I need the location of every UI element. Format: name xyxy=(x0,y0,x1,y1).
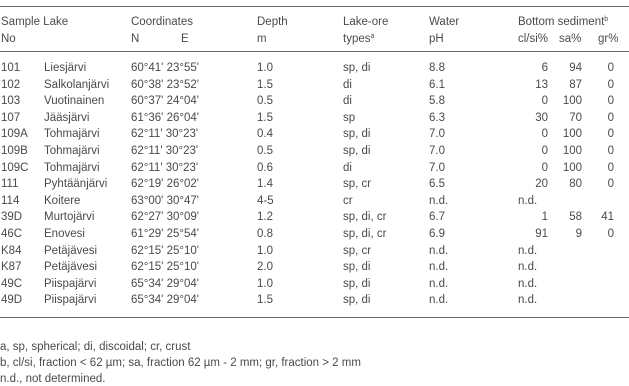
cell-depth: 0.5 xyxy=(257,95,273,107)
cell-gr: 0 xyxy=(607,162,614,174)
cell-water-ph: n.d. xyxy=(429,294,449,306)
cell-depth: 4-5 xyxy=(257,195,274,207)
cell-gr: 0 xyxy=(607,95,614,107)
header-no: No xyxy=(1,33,16,45)
cell-cl-si: 6 xyxy=(541,62,548,74)
cell-gr: 0 xyxy=(607,145,614,157)
cell-coordinates: 63°00' 30°47' xyxy=(131,195,199,207)
cell-water-ph: 6.3 xyxy=(429,112,445,124)
footnote-a: a, sp, spherical; di, discoidal; cr, crust xyxy=(0,341,191,353)
top-rule xyxy=(0,6,629,7)
cell-depth: 0.4 xyxy=(257,128,273,140)
cell-lake: Enovesi xyxy=(44,228,85,240)
header-bottom-sediment: Bottom sediment$^b$ xyxy=(518,16,609,28)
cell-water-ph: 7.0 xyxy=(429,128,445,140)
cell-water-ph: 5.8 xyxy=(429,95,445,107)
cell-water-ph: 7.0 xyxy=(429,145,445,157)
cell-lake: Tohmajärvi xyxy=(44,128,100,140)
cell-cl-si: n.d. xyxy=(518,195,538,207)
cell-depth: 1.0 xyxy=(257,278,273,290)
header-lake-ore: Lake-ore xyxy=(343,16,389,28)
cell-lake-ore-types: sp, cr xyxy=(343,178,372,190)
cell-gr: 0 xyxy=(607,128,614,140)
cell-cl-si: 0 xyxy=(541,145,548,157)
cell-depth: 1.2 xyxy=(257,211,273,223)
header-gr: gr% xyxy=(598,33,619,45)
cell-lake-ore-types: sp xyxy=(343,112,356,124)
cell-sample-no: 101 xyxy=(1,62,21,74)
header-ph: pH xyxy=(429,33,444,45)
cell-lake: Koitere xyxy=(44,195,81,207)
cell-cl-si: n.d. xyxy=(518,261,538,273)
cell-coordinates: 62°15' 25°10' xyxy=(131,261,199,273)
cell-cl-si: n.d. xyxy=(518,278,538,290)
cell-sample-no: 114 xyxy=(1,195,20,207)
cell-sa: 100 xyxy=(562,162,582,174)
cell-sample-no: 49D xyxy=(1,294,23,306)
header-sa: sa% xyxy=(559,33,582,45)
cell-water-ph: 6.5 xyxy=(429,178,445,190)
footnote-nd: n.d., not determined. xyxy=(0,373,106,385)
cell-water-ph: n.d. xyxy=(429,245,449,257)
header-cl-si: cl/si% xyxy=(518,33,549,45)
cell-gr: 0 xyxy=(607,112,614,124)
cell-coordinates: 60°37' 24°04' xyxy=(131,95,199,107)
cell-cl-si: 13 xyxy=(535,79,548,91)
cell-water-ph: n.d. xyxy=(429,195,449,207)
cell-lake-ore-types: sp, di, cr xyxy=(343,228,387,240)
cell-coordinates: 62°27' 30°09' xyxy=(131,211,199,223)
cell-gr: 0 xyxy=(607,62,614,74)
cell-sa: 58 xyxy=(569,211,582,223)
cell-cl-si: 30 xyxy=(535,112,548,124)
cell-lake-ore-types: sp, di, cr xyxy=(343,211,387,223)
header-e: E xyxy=(181,33,189,45)
cell-water-ph: 6.9 xyxy=(429,228,445,240)
cell-cl-si: n.d. xyxy=(518,294,538,306)
cell-gr: 0 xyxy=(607,178,614,190)
footnote-b: b, cl/si, fraction < 62 µm; sa, fraction 62 µm - 2 mm; gr, fraction > 2 mm xyxy=(0,357,361,369)
header-n: N xyxy=(131,33,140,45)
cell-lake-ore-types: sp, di xyxy=(343,62,371,74)
cell-lake: Piispajärvi xyxy=(44,278,97,290)
cell-sample-no: 102 xyxy=(1,79,21,91)
cell-sample-no: 46C xyxy=(1,228,23,240)
cell-lake-ore-types: sp, di xyxy=(343,278,371,290)
cell-cl-si: 0 xyxy=(541,162,548,174)
cell-depth: 0.5 xyxy=(257,145,273,157)
cell-sample-no: 103 xyxy=(1,95,21,107)
cell-lake-ore-types: sp, di xyxy=(343,145,371,157)
cell-lake: Tohmajärvi xyxy=(44,162,100,174)
cell-depth: 1.5 xyxy=(257,79,273,91)
cell-lake-ore-types: di xyxy=(343,79,352,91)
cell-sa: 100 xyxy=(562,145,582,157)
cell-depth: 1.5 xyxy=(257,112,273,124)
cell-water-ph: n.d. xyxy=(429,278,449,290)
cell-cl-si: 0 xyxy=(541,95,548,107)
cell-lake-ore-types: sp, di xyxy=(343,128,371,140)
cell-lake: Murtojärvi xyxy=(44,211,95,223)
cell-cl-si: 91 xyxy=(535,228,548,240)
cell-lake: Tohmajärvi xyxy=(44,145,100,157)
cell-cl-si: n.d. xyxy=(518,245,538,257)
cell-water-ph: 6.7 xyxy=(429,211,445,223)
cell-lake: Salkolanjärvi xyxy=(44,79,110,91)
cell-sa: 70 xyxy=(569,112,582,124)
cell-lake-ore-types: sp, di xyxy=(343,261,371,273)
header-depth: Depth xyxy=(257,16,288,28)
cell-coordinates: 61°29' 25°54' xyxy=(131,228,199,240)
cell-depth: 2.0 xyxy=(257,261,273,273)
cell-lake: Piispajärvi xyxy=(44,294,97,306)
header-water: Water xyxy=(429,16,460,28)
cell-sa: 9 xyxy=(575,228,582,240)
cell-water-ph: 8.8 xyxy=(429,62,445,74)
cell-sample-no: K84 xyxy=(1,245,22,257)
cell-lake: Petäjävesi xyxy=(44,245,98,257)
header-types: types$^a$ xyxy=(343,33,375,45)
bottom-rule xyxy=(0,317,629,318)
cell-coordinates: 62°11' 30°23' xyxy=(131,145,199,157)
cell-sample-no: 109A xyxy=(1,128,28,140)
cell-cl-si: 20 xyxy=(535,178,548,190)
cell-coordinates: 62°19' 26°02' xyxy=(131,178,199,190)
cell-coordinates: 61°36' 26°04' xyxy=(131,112,199,124)
cell-water-ph: 7.0 xyxy=(429,162,445,174)
cell-depth: 1.0 xyxy=(257,62,273,74)
cell-sample-no: K87 xyxy=(1,261,22,273)
cell-coordinates: 65°34' 29°04' xyxy=(131,278,199,290)
cell-coordinates: 62°15' 25°10' xyxy=(131,245,199,257)
cell-sample-no: 49C xyxy=(1,278,23,290)
cell-gr: 0 xyxy=(607,228,614,240)
cell-coordinates: 62°11' 30°23' xyxy=(131,128,199,140)
cell-sample-no: 111 xyxy=(1,178,19,190)
cell-coordinates: 65°34' 29°04' xyxy=(131,294,199,306)
cell-coordinates: 60°38' 23°52' xyxy=(131,79,199,91)
header-rule xyxy=(0,51,629,52)
cell-lake-ore-types: di xyxy=(343,95,352,107)
cell-sa: 87 xyxy=(569,79,582,91)
header-sample-lake: Sample Lake xyxy=(1,16,69,28)
cell-lake: Jääsjärvi xyxy=(44,112,90,124)
cell-sa: 94 xyxy=(569,62,582,74)
cell-sa: 100 xyxy=(562,95,582,107)
cell-coordinates: 60°41' 23°55' xyxy=(131,62,199,74)
cell-cl-si: 1 xyxy=(541,211,548,223)
cell-gr: 0 xyxy=(607,79,614,91)
cell-lake-ore-types: sp, di xyxy=(343,294,371,306)
cell-depth: 0.8 xyxy=(257,228,273,240)
cell-sa: 80 xyxy=(569,178,582,190)
cell-cl-si: 0 xyxy=(541,128,548,140)
header-coordinates: Coordinates xyxy=(131,16,194,28)
cell-lake-ore-types: di xyxy=(343,162,352,174)
cell-lake: Vuotinainen xyxy=(44,95,105,107)
cell-lake: Pyhtäänjärvi xyxy=(44,178,108,190)
cell-sample-no: 109B xyxy=(1,145,28,157)
cell-coordinates: 62°11' 30°23' xyxy=(131,162,199,174)
cell-depth: 1.4 xyxy=(257,178,273,190)
cell-water-ph: n.d. xyxy=(429,261,449,273)
cell-lake: Petäjävesi xyxy=(44,261,98,273)
cell-lake: Liesjärvi xyxy=(44,62,87,74)
header-unit-m: m xyxy=(257,33,267,45)
cell-lake-ore-types: sp, cr xyxy=(343,245,372,257)
cell-lake-ore-types: cr xyxy=(343,195,353,207)
cell-depth: 1.0 xyxy=(257,245,273,257)
cell-sample-no: 107 xyxy=(1,112,21,124)
cell-sa: 100 xyxy=(562,128,582,140)
cell-depth: 1.5 xyxy=(257,294,273,306)
cell-sample-no: 39D xyxy=(1,211,23,223)
cell-sample-no: 109C xyxy=(1,162,29,174)
cell-depth: 0.6 xyxy=(257,162,273,174)
cell-gr: 41 xyxy=(601,211,614,223)
cell-water-ph: 6.1 xyxy=(429,79,445,91)
